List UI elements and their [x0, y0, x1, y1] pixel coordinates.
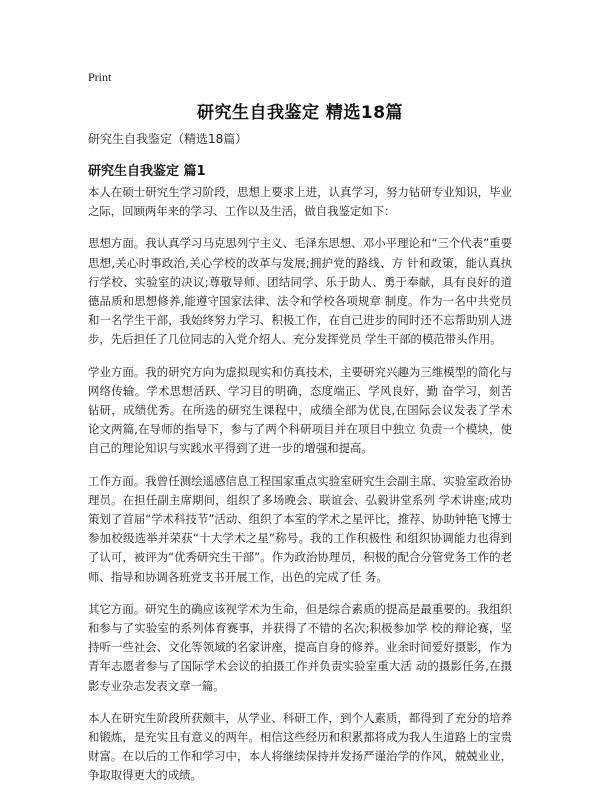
document-title: 研究生自我鉴定 精选18篇	[196, 103, 404, 123]
document-subtitle: 研究生自我鉴定（精选18篇）	[88, 132, 248, 146]
paragraph-academics: 学业方面。我的研究方向为虚拟现实和仿真技术，主要研究兴趣为三维模型的简化与网络传输。学术思想活跃、学习目的明确，态度端正、学风良好，勤 奋学习，刻苦钻研，成绩优秀。在所选的研究生课程中，成绩全部为优良,在国际会议发表了学术论文两篇,在导师的指导下，参与了两个科研项目并在项目中独立 负责一个模块，使自己的理论知识与实践水平得到了进一步的增强和提高。	[88, 364, 512, 456]
paragraph-other: 其它方面。研究生的确应该视学术为生命，但是综合素质的提高是最重要的。我组织和参与了实验室的系列体育赛事，并获得了不错的名次;积极参加学 校的辩论赛，坚持听一些社会、文化等领域的名家讲座，提高自身的修养。业余时间爱好摄影，作为青年志愿者参与了国际学术会议的拍摄工作并负责实验室重大活 动的摄影任务,在摄影专业杂志发表文章一篇。	[88, 601, 512, 693]
paragraph-summary: 本人在研究生阶段所获颇丰，从学业、科研工作，到个人素质，都得到了充分的培养和锻炼，是充实且有意义的两年。相信这些经历和积累都将成为我人生道路上的宝贵财富。在以后的工作和学习中，本人将继续保持并发扬严谨治学的作风，兢兢业业，争取取得更大的成绩。	[88, 710, 512, 783]
paragraph-work: 工作方面。我曾任测绘遥感信息工程国家重点实验室研究生会副主席、实验室政治协理员。在担任副主席期间，组织了多场晚会、联谊会、弘毅讲堂系列 学术讲座;成功策划了首届“学术科技节”活动、组织了本室的学术之星评比，推荐、协助钟艳飞博士参加校级选举并荣获“十大学术之星”称号。我的工作积极性 和组织协调能力也得到了认可，被评为“优秀研究生干部”。作为政治协理员，积极的配合分管党务工作的老师、指导和协调各班党支书开展工作，出色的完成了任 务。	[88, 473, 512, 584]
paragraph-intro: 本人在硕士研究生学习阶段，思想上要求上进，认真学习，努力钻研专业知识，毕业之际，回顾两年来的学习、工作以及生活，做自我鉴定如下：	[88, 185, 512, 219]
document-body	[88, 183, 512, 799]
section-heading: 研究生自我鉴定 篇1	[88, 164, 206, 179]
paragraph-ideology: 思想方面。我认真学习马克思列宁主义、毛泽东思想、邓小平理论和“三个代表”重要思想,关心时事政治,关心学校的改革与发展;拥护党的路线、方 针和政策，能认真执行学校、实验室的决议;尊敬导师、团结同学、乐于助人、勇于奉献，具有良好的道德品质和思想修养,能遵守国家法律、法令和学校各项规章 制度。作为一名中共党员和一名学生干部，我始终努力学习、积极工作，在自己进步的同时还不忘帮助别人进步，先后担任了几位同志的入党介绍人、充分发挥党员 学生干部的模范带头作用。	[88, 236, 512, 347]
print-label: Print	[88, 70, 112, 84]
